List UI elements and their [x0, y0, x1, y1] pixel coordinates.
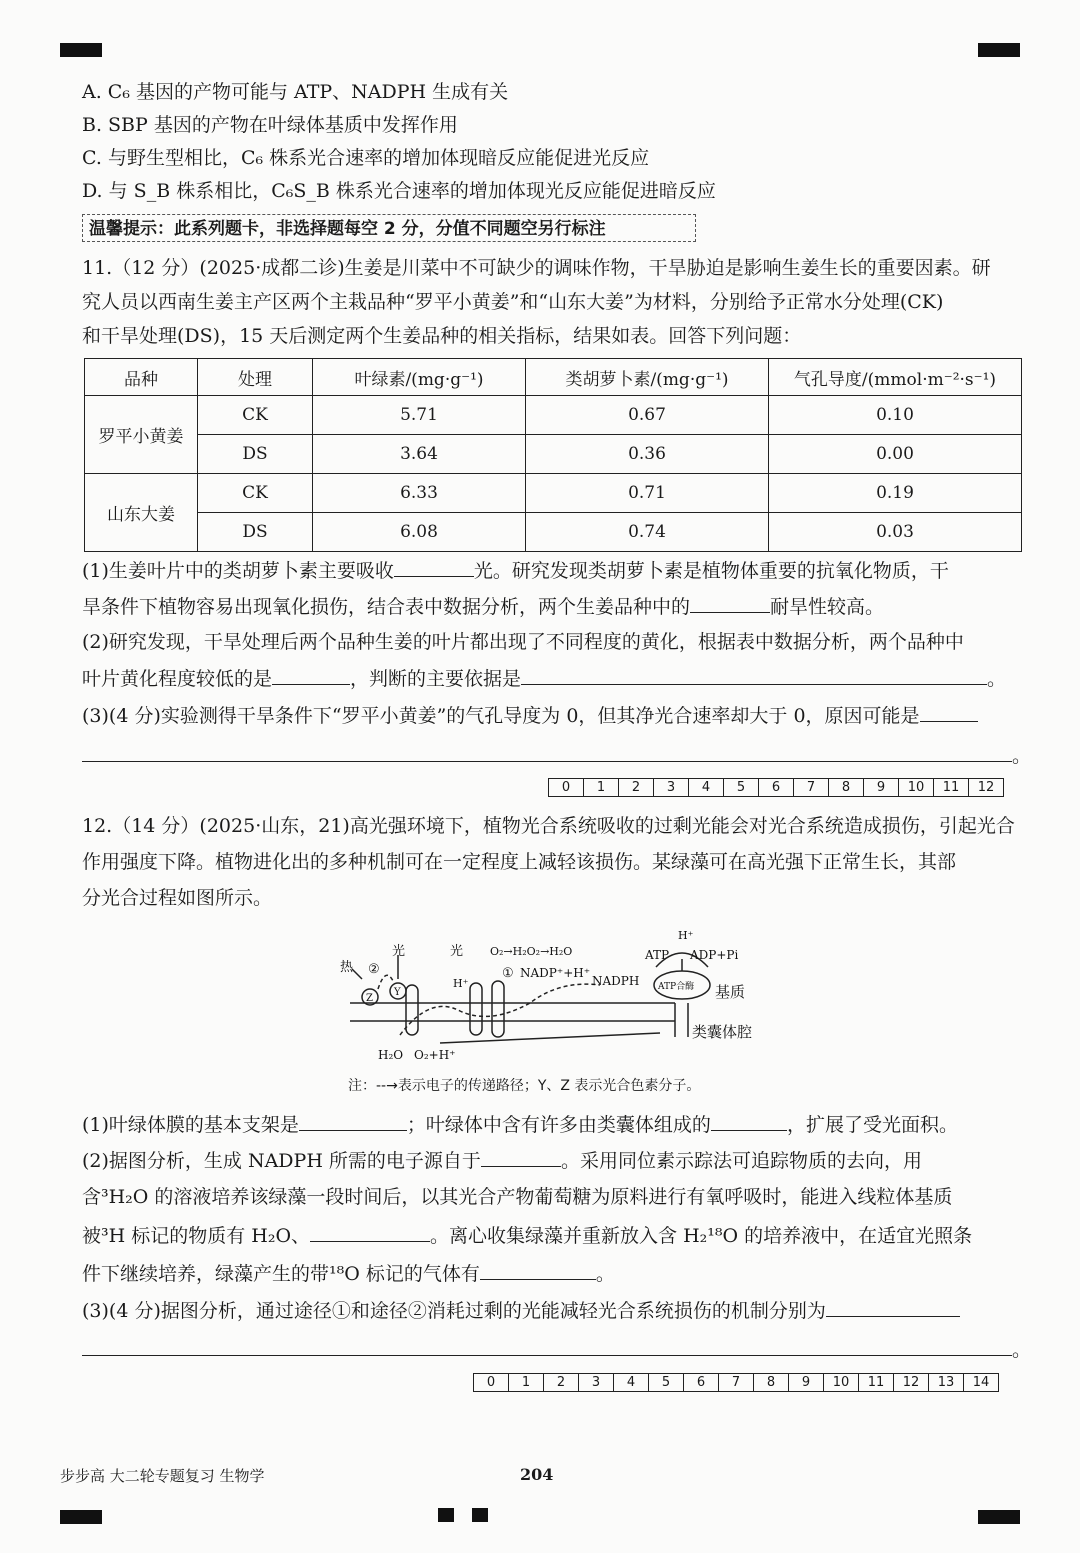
- label-z: Z: [366, 993, 373, 1004]
- q11-score-box: [548, 778, 1004, 797]
- q11-data-table: [84, 358, 1022, 552]
- q12-s2d-text: 被³H 标记的物质有 H₂O、: [82, 1225, 311, 1247]
- q11-stem-2: 究人员以西南生姜主产区两个主栽品种“罗平小黄姜”和“山东大姜”为材料，分别给予正常水分处理(CK): [82, 291, 944, 313]
- score-cell[interactable]: 7: [794, 779, 829, 797]
- variety-cell: 罗平小黄姜: [85, 396, 198, 474]
- photosystem-complex: [406, 985, 418, 1035]
- score-cell[interactable]: 13: [929, 1374, 964, 1392]
- q12-s2f-text: 件下继续培养，绿藻产生的带¹⁸O 标记的气体有: [82, 1263, 480, 1285]
- score-cell[interactable]: 9: [864, 779, 899, 797]
- label-light: 光: [450, 944, 464, 959]
- electron-carrier-complex: [470, 983, 482, 1035]
- table-cell: 0.67: [526, 396, 769, 435]
- score-cell[interactable]: 14: [964, 1374, 999, 1392]
- period: 。: [595, 1263, 615, 1285]
- label-h2o: H₂O: [378, 1048, 404, 1062]
- photosystem-complex: [492, 981, 504, 1037]
- score-cell[interactable]: 9: [789, 1374, 824, 1392]
- option-a: A. C₆ 基因的产物可能与 ATP、NADPH 生成有关: [82, 81, 509, 103]
- registration-mark-top-left: [60, 43, 102, 57]
- q11-s1b-text: 光。研究发现类胡萝卜素是植物体重要的抗氧化物质，干: [473, 560, 949, 582]
- q12-stem-1: 12.（14 分）(2025·山东，21)高光强环境下，植物光合系统吸收的过剩光能会对光合系统造成损伤，引起光合: [82, 815, 1015, 837]
- q11-stem-3: 和干旱处理(DS)，15 天后测定两个生姜品种的相关指标，结果如表。回答下列问题：: [82, 325, 802, 347]
- score-cell[interactable]: 11: [859, 1374, 894, 1392]
- score-cell[interactable]: 2: [619, 779, 654, 797]
- table-cell: 3.64: [313, 435, 526, 474]
- table-cell: 6.33: [313, 474, 526, 513]
- table-row: [85, 396, 1022, 435]
- score-cell[interactable]: 3: [654, 779, 689, 797]
- q12-s1b-text: ；叶绿体中含有许多由类囊体组成的: [406, 1114, 711, 1136]
- heat-arrow: [352, 969, 362, 979]
- answer-blank-q11-3[interactable]: [272, 666, 350, 685]
- q12-sub2-line1: [82, 1148, 922, 1173]
- scoring-tip: 温馨提示：此系列题卡，非选择题每空 2 分，分值不同题空另行标注: [82, 214, 696, 242]
- answer-blank-q11-4[interactable]: [521, 666, 987, 685]
- score-cell[interactable]: 6: [684, 1374, 719, 1392]
- q11-s2c-text: ，判断的主要依据是: [350, 668, 522, 690]
- table-cell: 6.08: [313, 513, 526, 552]
- q11-sub2-line2: [82, 666, 1006, 691]
- score-cell[interactable]: 10: [824, 1374, 859, 1392]
- table-cell: 0.71: [526, 474, 769, 513]
- score-cell[interactable]: 6: [759, 779, 794, 797]
- score-cell[interactable]: 1: [509, 1374, 544, 1392]
- answer-blank-q12-6[interactable]: [826, 1298, 960, 1317]
- option-d: D. 与 S_B 株系相比，C₆S_B 株系光合速率的增加体现光反应能促进暗反应: [82, 180, 716, 202]
- score-cell[interactable]: 7: [719, 1374, 754, 1392]
- th-treatment: 处理: [198, 359, 313, 396]
- label-hplus: H⁺: [453, 977, 469, 990]
- table-cell: DS: [198, 513, 313, 552]
- q11-sub1-line2: [82, 594, 884, 619]
- variety-cell: 山东大姜: [85, 474, 198, 552]
- q12-s2b-text: 。采用同位素示踪法可追踪物质的去向，用: [560, 1150, 922, 1172]
- electron-transfer-path: [400, 984, 600, 1035]
- q12-score-box: [473, 1373, 999, 1392]
- table-cell: 5.71: [313, 396, 526, 435]
- answer-blank-q12-3[interactable]: [481, 1148, 561, 1167]
- label-route1: ①: [502, 966, 514, 981]
- label-o2-hplus: O₂+H⁺: [414, 1048, 456, 1062]
- q11-s1a-text: (1)生姜叶片中的类胡萝卜素主要吸收: [82, 560, 394, 582]
- score-cell[interactable]: 0: [549, 779, 584, 797]
- table-cell: DS: [198, 435, 313, 474]
- score-cell[interactable]: 4: [689, 779, 724, 797]
- q12-s3a-text: (3)(4 分)据图分析，通过途径①和途径②消耗过剩的光能减轻光合系统损伤的机制分别为: [82, 1300, 826, 1322]
- label-light: 光: [392, 944, 406, 959]
- period: 。: [987, 668, 1007, 690]
- q12-sub2-line4: [82, 1261, 615, 1286]
- q11-s3a-text: (3)(4 分)实验测得干旱条件下“罗平小黄姜”的气孔导度为 0，但其净光合速率却大于 0，原因可能是: [82, 705, 920, 727]
- label-nadph: NADPH: [592, 974, 640, 988]
- score-cell[interactable]: 2: [544, 1374, 579, 1392]
- answer-blank-q11-1[interactable]: [394, 558, 474, 577]
- score-cell[interactable]: 12: [894, 1374, 929, 1392]
- q11-s1d-text: 耐旱性较高。: [770, 596, 885, 618]
- registration-mark-bottom-right: [978, 1510, 1020, 1524]
- answer-line-q12-7[interactable]: [82, 1355, 1012, 1356]
- score-cell[interactable]: 3: [579, 1374, 614, 1392]
- table-cell: 0.36: [526, 435, 769, 474]
- q12-s2a-text: (2)据图分析，生成 NADPH 所需的电子源自于: [82, 1150, 481, 1172]
- period: 。: [1012, 745, 1032, 767]
- table-row: [85, 435, 1022, 474]
- option-b: B. SBP 基因的产物在叶绿体基质中发挥作用: [82, 114, 458, 136]
- table-cell: CK: [198, 396, 313, 435]
- label-atp-synthase: ATP合酶: [658, 982, 695, 992]
- answer-blank-q11-2[interactable]: [690, 594, 770, 613]
- diagram-note: 注：--→表示电子的传递路径；Y、Z 表示光合色素分子。: [348, 1078, 701, 1094]
- q11-sub3-line1: [82, 703, 978, 728]
- answer-blank-q12-5[interactable]: [480, 1261, 596, 1280]
- registration-mark-bottom-center-2: [472, 1508, 488, 1522]
- q11-stem-1: 11.（12 分）(2025·成都二诊)生姜是川菜中不可缺少的调味作物，干旱胁迫是影响生姜生长的重要因素。研: [82, 257, 991, 279]
- q12-stem-3: 分光合过程如图所示。: [82, 887, 273, 909]
- label-stroma: 基质: [715, 983, 746, 1001]
- label-adp: ADP+Pi: [690, 948, 739, 962]
- table-row: [85, 513, 1022, 552]
- photosynthesis-diagram: [330, 925, 770, 1075]
- q12-sub3-line1: [82, 1298, 960, 1323]
- table-cell: 0.10: [769, 396, 1022, 435]
- q12-s2e-text: 。离心收集绿藻并重新放入含 H₂¹⁸O 的培养液中，在适宜光照条: [430, 1225, 973, 1247]
- th-chlorophyll: 叶绿素/(mg·g⁻¹): [313, 359, 526, 396]
- q12-sub1: [82, 1112, 958, 1137]
- answer-blank-q12-4[interactable]: [310, 1223, 430, 1242]
- table-row: [85, 474, 1022, 513]
- score-cell[interactable]: 5: [724, 779, 759, 797]
- label-nadp: NADP⁺+H⁺: [520, 966, 591, 980]
- th-variety: 品种: [85, 359, 198, 396]
- score-cell[interactable]: 11: [934, 779, 969, 797]
- q12-sub2-line2: 含³H₂O 的溶液培养该绿藻一段时间后，以其光合产物葡萄糖为原料进行有氧呼吸时，能进入线粒体基质: [82, 1186, 953, 1208]
- label-hplus: H⁺: [678, 929, 694, 942]
- score-cell[interactable]: 8: [829, 779, 864, 797]
- table-cell: 0.03: [769, 513, 1022, 552]
- answer-blank-q12-1[interactable]: [299, 1112, 407, 1131]
- answer-line-q11-6[interactable]: [82, 761, 1012, 762]
- score-cell[interactable]: 1: [584, 779, 619, 797]
- label-route2: ②: [368, 962, 380, 977]
- q11-sub1-line1: [82, 558, 949, 583]
- answer-blank-q12-2[interactable]: [711, 1112, 787, 1131]
- footer-book-title: 步步高 大二轮专题复习 生物学: [60, 1467, 265, 1485]
- label-lumen: 类囊体腔: [692, 1023, 753, 1041]
- table-cell: 0.74: [526, 513, 769, 552]
- q11-sub2-line1: (2)研究发现，干旱处理后两个品种生姜的叶片都出现了不同程度的黄化，根据表中数据分析，两个品种中: [82, 631, 964, 653]
- registration-mark-bottom-center-1: [438, 1508, 454, 1522]
- label-atp: ATP: [645, 948, 670, 962]
- table-cell: 0.19: [769, 474, 1022, 513]
- score-cell[interactable]: 10: [899, 779, 934, 797]
- th-carotenoid: 类胡萝卜素/(mg·g⁻¹): [526, 359, 769, 396]
- score-cell[interactable]: 12: [969, 779, 1004, 797]
- q12-stem-2: 作用强度下降。植物进化出的多种机制可在一定程度上减轻该损伤。某绿藻可在高光强下正常生长，其部: [82, 851, 957, 873]
- option-c: C. 与野生型相比，C₆ 株系光合速率的增加体现暗反应能促进光反应: [82, 147, 650, 169]
- score-cell[interactable]: 5: [649, 1374, 684, 1392]
- answer-blank-q11-5[interactable]: [920, 703, 978, 722]
- score-cell[interactable]: 0: [474, 1374, 509, 1392]
- q11-s1c-text: 旱条件下植物容易出现氧化损伤，结合表中数据分析，两个生姜品种中的: [82, 596, 691, 618]
- q12-s1a-text: (1)叶绿体膜的基本支架是: [82, 1114, 299, 1136]
- page-number: 204: [520, 1465, 554, 1484]
- score-cell[interactable]: 8: [754, 1374, 789, 1392]
- score-cell[interactable]: 4: [614, 1374, 649, 1392]
- q11-s2b-text: 叶片黄化程度较低的是: [82, 668, 273, 690]
- th-stomatal: 气孔导度/(mmol·m⁻²·s⁻¹): [769, 359, 1022, 396]
- table-header-row: [85, 359, 1022, 396]
- q12-s1c-text: ，扩展了受光面积。: [786, 1114, 958, 1136]
- label-heat: 热: [340, 960, 354, 975]
- label-o2-chain: O₂→H₂O₂→H₂O: [490, 945, 573, 958]
- registration-mark-bottom-left: [60, 1510, 102, 1524]
- label-y: Y: [394, 987, 401, 998]
- period: 。: [1012, 1339, 1032, 1361]
- table-cell: 0.00: [769, 435, 1022, 474]
- registration-mark-top-right: [978, 43, 1020, 57]
- q12-sub2-line3: [82, 1223, 972, 1248]
- table-cell: CK: [198, 474, 313, 513]
